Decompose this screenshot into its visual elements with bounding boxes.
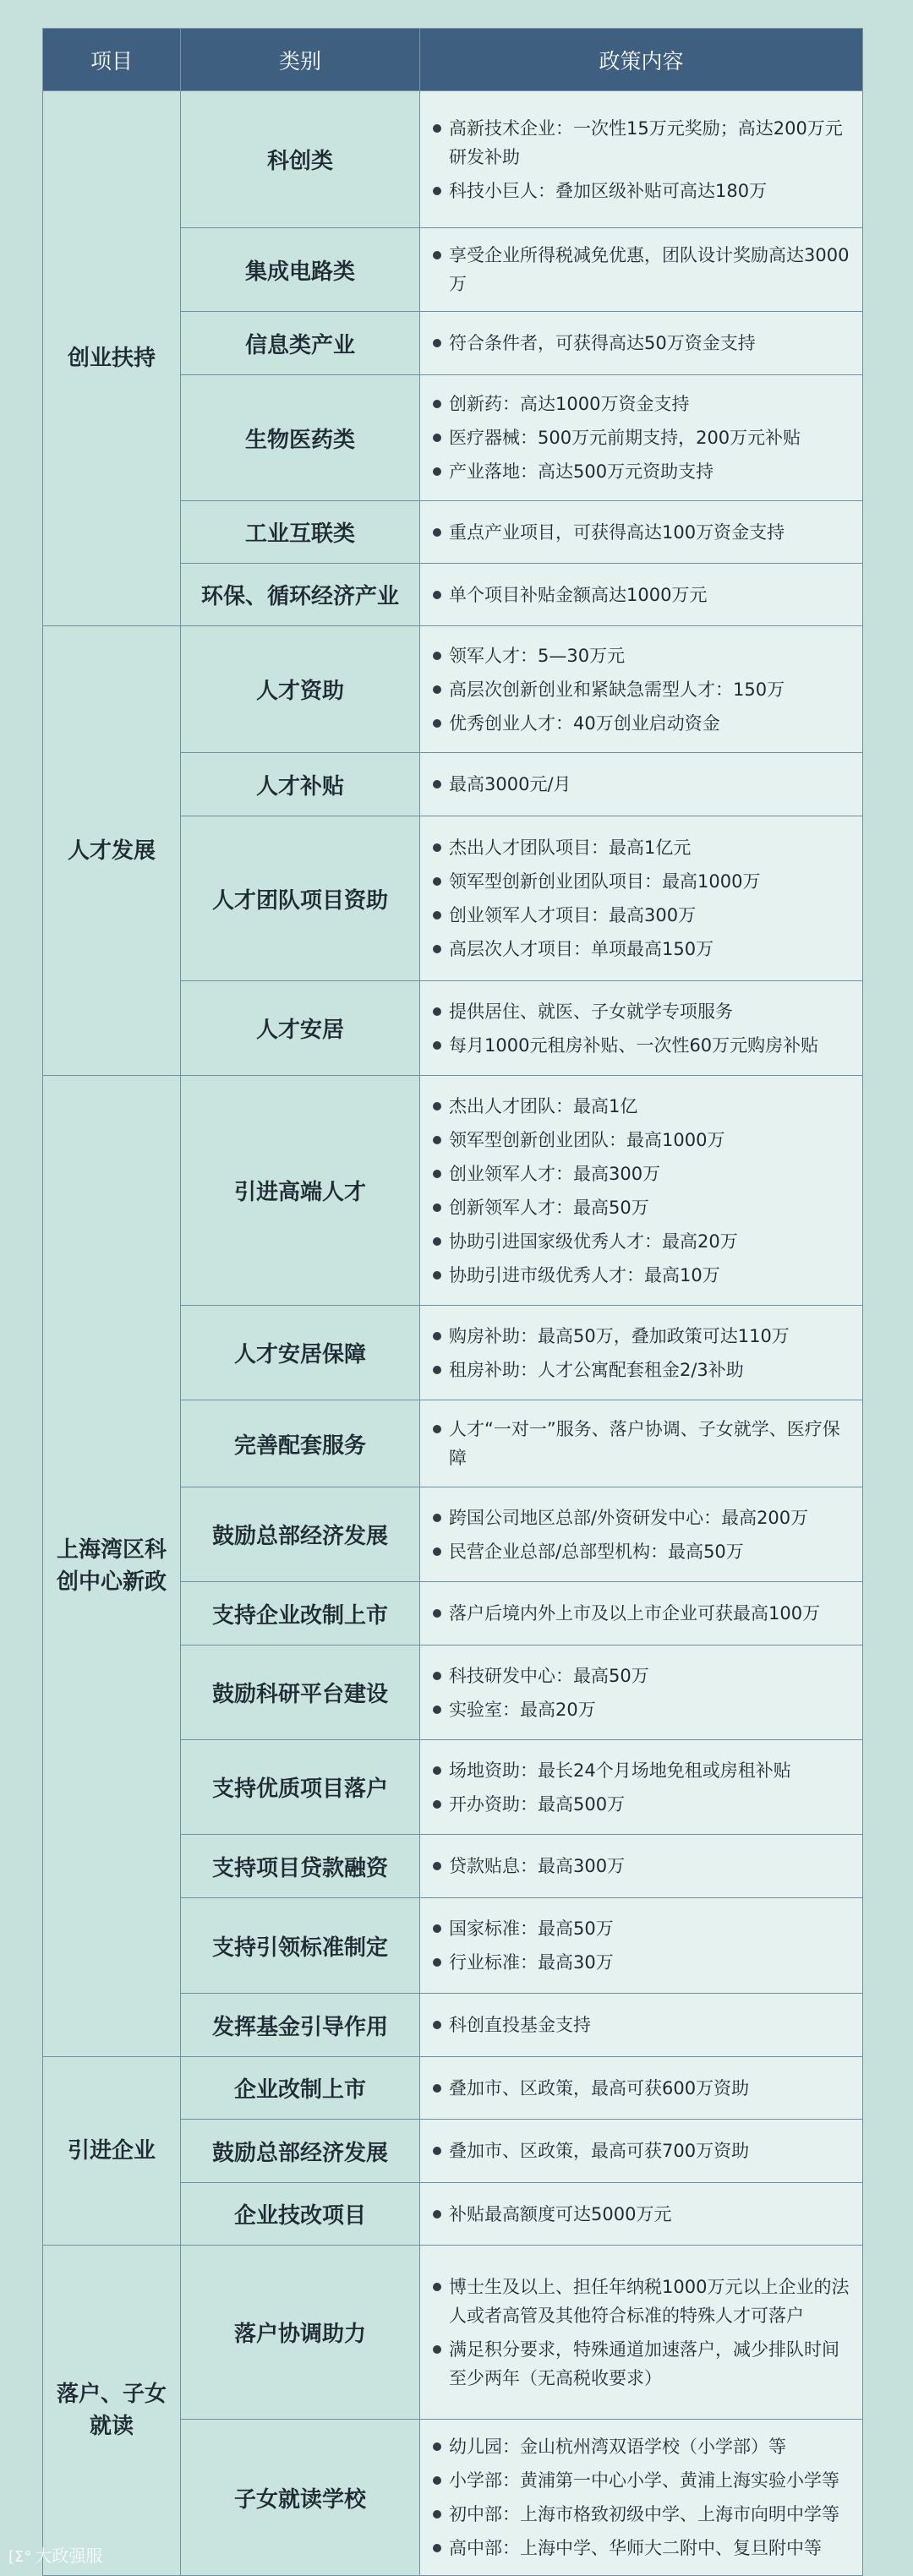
project-cell: 引进企业	[43, 2057, 181, 2246]
policy-item: 领军型创新创业团队：最高1000万	[432, 1126, 850, 1154]
category-cell: 信息类产业	[181, 312, 420, 375]
policy-item: 国家标准：最高50万	[432, 1914, 850, 1943]
category-cell: 支持企业改制上市	[181, 1582, 420, 1645]
category-cell: 企业改制上市	[181, 2057, 420, 2120]
policy-item: 领军型创新创业团队项目：最高1000万	[432, 867, 850, 896]
policy-content-cell	[420, 2057, 863, 2120]
policy-list	[432, 997, 850, 1060]
policy-item: 科技小巨人：叠加区级补贴可高达180万	[432, 177, 850, 205]
policy-item: 创新药：高达1000万资金支持	[432, 390, 850, 418]
policy-item: 租房补助：人才公寓配套租金2/3补助	[432, 1356, 850, 1384]
policy-item: 民营企业总部/总部型机构：最高50万	[432, 1537, 850, 1566]
policy-item: 产业落地：高达500万元资助支持	[432, 457, 850, 486]
category-cell: 生物医药类	[181, 375, 420, 501]
category-cell: 工业互联类	[181, 501, 420, 564]
policy-item: 跨国公司地区总部/外资研发中心：最高200万	[432, 1504, 850, 1532]
policy-list	[432, 833, 850, 963]
policy-item: 人才“一对一”服务、落户协调、子女就学、医疗保障	[432, 1415, 850, 1472]
category-cell: 发挥基金引导作用	[181, 1994, 420, 2057]
category-cell: 人才团队项目资助	[181, 816, 420, 981]
category-cell: 鼓励总部经济发展	[181, 1487, 420, 1582]
table-row	[43, 1076, 863, 1306]
table-row	[43, 91, 863, 228]
policy-list	[432, 2137, 850, 2165]
policy-list	[432, 1756, 850, 1819]
table-row	[43, 2246, 863, 2420]
project-cell: 人才发展	[43, 626, 181, 1076]
policy-item: 领军人才：5—30万元	[432, 641, 850, 670]
policy-content-cell	[420, 2420, 863, 2576]
policy-item: 实验室：最高20万	[432, 1695, 850, 1724]
policy-item: 初中部：上海市格致初级中学、上海市向明中学等	[432, 2500, 850, 2529]
policy-list	[432, 581, 850, 609]
policy-item: 符合条件者，可获得高达50万资金支持	[432, 329, 850, 357]
policy-item: 医疗器械：500万元前期支持，200万元补贴	[432, 423, 850, 452]
policy-item: 高层次人才项目：单项最高150万	[432, 935, 850, 963]
policy-item: 杰出人才团队：最高1亿	[432, 1092, 850, 1121]
policy-content-cell	[420, 981, 863, 1076]
category-cell: 集成电路类	[181, 228, 420, 312]
category-cell: 人才安居保障	[181, 1306, 420, 1400]
policy-item: 杰出人才团队项目：最高1亿元	[432, 833, 850, 862]
policy-content-cell	[420, 375, 863, 501]
header-project: 项目	[43, 29, 181, 91]
policy-content-cell	[420, 2183, 863, 2246]
policy-content-cell	[420, 2120, 863, 2183]
policy-list	[432, 2011, 850, 2039]
category-cell: 子女就读学校	[181, 2420, 420, 2576]
table-row	[43, 2057, 863, 2120]
policy-list	[432, 2200, 850, 2229]
policy-item: 高中部：上海中学、华师大二附中、复旦附中等	[432, 2534, 850, 2562]
policy-list	[432, 114, 850, 205]
policy-content-cell	[420, 1740, 863, 1835]
policy-list	[432, 1852, 850, 1880]
policy-list	[432, 241, 850, 298]
policy-item: 博士生及以上、担任年纳税1000万元以上企业的法人或者高管及其他符合标准的特殊人才可落户	[432, 2273, 850, 2330]
policy-list	[432, 518, 850, 547]
policy-item: 开办资助：最高500万	[432, 1790, 850, 1819]
policy-content-cell	[420, 91, 863, 228]
policy-content-cell	[420, 816, 863, 981]
policy-content-cell	[420, 753, 863, 816]
policy-list	[432, 1599, 850, 1628]
policy-item: 补贴最高额度可达5000万元	[432, 2200, 850, 2229]
policy-content-cell	[420, 564, 863, 626]
category-cell: 鼓励科研平台建设	[181, 1645, 420, 1740]
policy-content-cell	[420, 626, 863, 753]
policy-item: 创业领军人才：最高300万	[432, 1160, 850, 1188]
policy-item: 贷款贴息：最高300万	[432, 1852, 850, 1880]
policy-content-cell	[420, 1898, 863, 1994]
policy-content-cell	[420, 1306, 863, 1400]
policy-item: 高新技术企业：一次性15万元奖励；高达200万元研发补助	[432, 114, 850, 172]
policy-item: 小学部：黄浦第一中心小学、黄浦上海实验小学等	[432, 2466, 850, 2495]
project-cell: 落户、子女 就读	[43, 2246, 181, 2576]
category-cell: 人才资助	[181, 626, 420, 753]
policy-item: 创新领军人才：最高50万	[432, 1193, 850, 1222]
policy-content-cell	[420, 1835, 863, 1898]
category-cell: 企业技改项目	[181, 2183, 420, 2246]
category-cell: 人才补贴	[181, 753, 420, 816]
table-header	[43, 29, 863, 91]
policy-item: 提供居住、就医、子女就学专项服务	[432, 997, 850, 1026]
policy-content-cell	[420, 312, 863, 375]
header-policy-content: 政策内容	[420, 29, 863, 91]
category-cell: 支持引领标准制定	[181, 1898, 420, 1994]
policy-item: 叠加市、区政策，最高可获700万资助	[432, 2137, 850, 2165]
policy-list	[432, 641, 850, 738]
policy-content-cell	[420, 1076, 863, 1306]
policy-table	[42, 28, 863, 2576]
policy-content-cell	[420, 1582, 863, 1645]
policy-list	[432, 2432, 850, 2562]
policy-content-cell	[420, 1400, 863, 1487]
category-cell: 支持项目贷款融资	[181, 1835, 420, 1898]
watermark	[8, 2542, 102, 2567]
table-body	[43, 91, 863, 2576]
policy-content-cell	[420, 1645, 863, 1740]
policy-list	[432, 2074, 850, 2103]
policy-list	[432, 390, 850, 486]
policy-item: 最高3000元/月	[432, 770, 850, 799]
policy-content-cell	[420, 228, 863, 312]
policy-item: 落户后境内外上市及以上市企业可获最高100万	[432, 1599, 850, 1628]
policy-item: 场地资助：最长24个月场地免租或房租补贴	[432, 1756, 850, 1785]
policy-item: 单个项目补贴金额高达1000万元	[432, 581, 850, 609]
policy-list	[432, 1914, 850, 1977]
policy-content-cell	[420, 1994, 863, 2057]
policy-list	[432, 770, 850, 799]
policy-item: 创业领军人才项目：最高300万	[432, 901, 850, 930]
category-cell: 环保、循环经济产业	[181, 564, 420, 626]
category-cell: 科创类	[181, 91, 420, 228]
policy-item: 科创直投基金支持	[432, 2011, 850, 2039]
policy-content-cell	[420, 2246, 863, 2420]
table-row	[43, 626, 863, 753]
category-cell: 支持优质项目落户	[181, 1740, 420, 1835]
category-cell: 引进高端人才	[181, 1076, 420, 1306]
policy-content-cell	[420, 1487, 863, 1582]
policy-item: 行业标准：最高30万	[432, 1948, 850, 1977]
category-cell: 鼓励总部经济发展	[181, 2120, 420, 2183]
policy-item: 协助引进市级优秀人才：最高10万	[432, 1261, 850, 1290]
watermark-logo: [Σ°	[8, 2548, 32, 2566]
policy-table-container	[42, 28, 862, 2576]
category-cell: 落户协调助力	[181, 2246, 420, 2420]
policy-item: 满足积分要求，特殊通道加速落户，减少排队时间至少两年（无高税收要求）	[432, 2335, 850, 2393]
policy-item: 幼儿园：金山杭州湾双语学校（小学部）等	[432, 2432, 850, 2461]
policy-item: 高层次创新创业和紧缺急需型人才：150万	[432, 675, 850, 704]
category-cell: 人才安居	[181, 981, 420, 1076]
policy-item: 优秀创业人才：40万创业启动资金	[432, 709, 850, 738]
policy-item: 购房补助：最高50万，叠加政策可达110万	[432, 1322, 850, 1351]
project-cell: 创业扶持	[43, 91, 181, 626]
policy-list	[432, 1415, 850, 1472]
header-category: 类别	[181, 29, 420, 91]
category-cell: 完善配套服务	[181, 1400, 420, 1487]
policy-item: 叠加市、区政策，最高可获600万资助	[432, 2074, 850, 2103]
policy-list	[432, 1504, 850, 1566]
policy-list	[432, 1092, 850, 1290]
policy-list	[432, 329, 850, 357]
policy-item: 享受企业所得税减免优惠，团队设计奖励高达3000万	[432, 241, 850, 298]
policy-item: 协助引进国家级优秀人才：最高20万	[432, 1227, 850, 1256]
watermark-text: 大政强服	[35, 2546, 103, 2566]
policy-item: 重点产业项目，可获得高达100万资金支持	[432, 518, 850, 547]
policy-list	[432, 1322, 850, 1384]
policy-item: 每月1000元租房补贴、一次性60万元购房补贴	[432, 1031, 850, 1060]
policy-content-cell	[420, 501, 863, 564]
project-cell: 上海湾区科 创中心新政	[43, 1076, 181, 2057]
policy-list	[432, 2273, 850, 2393]
policy-item: 科技研发中心：最高50万	[432, 1662, 850, 1690]
policy-list	[432, 1662, 850, 1724]
